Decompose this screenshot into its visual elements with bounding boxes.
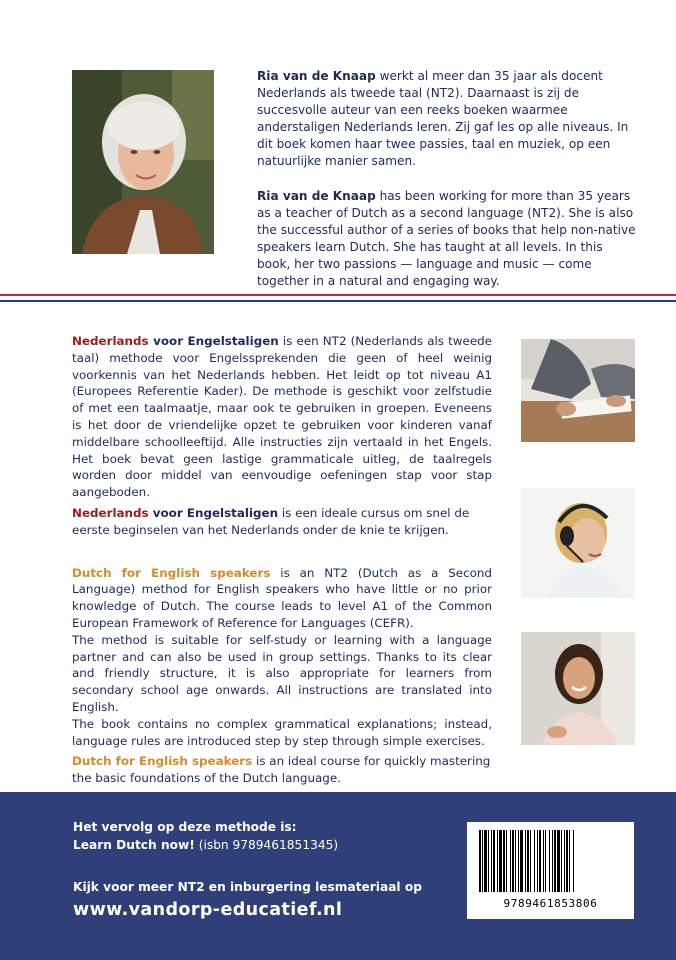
nl-title-word: Nederlands — [72, 334, 149, 348]
en-title: Dutch for English speakers — [72, 754, 253, 769]
nl-title-rest: voor Engelstaligen — [148, 334, 279, 348]
en-closing — [72, 753, 492, 787]
nl-intro — [72, 333, 492, 501]
en-intro-text: is an NT2 (Dutch as a Second Language) method for English speakers who have little or no prior knowledge of Dutch. The course leads to level A1 of the Common European Framework of Reference for Languages (CEFR). — [72, 565, 492, 630]
nl-title-rest: voor Engelstaligen — [148, 505, 279, 520]
sequel-isbn: (isbn 9789461851345) — [194, 838, 339, 852]
sequel-label: Het vervolg op deze methode is: — [73, 820, 297, 834]
photo-writing — [521, 339, 635, 442]
isbn-number: 9789461853806 — [503, 897, 598, 910]
description — [72, 333, 492, 791]
more-info-label: Kijk voor meer NT2 en inburgering lesmateriaal op — [73, 880, 422, 894]
bio-dutch-text: werkt al meer dan 35 jaar als docent Nederlands als tweede taal (NT2). Daarnaast is zij de succesvolle auteur van een reeks boeken waarmee anderstaligen Nederlands leren. Zij gaf les op alle niveaus. In dit boek komen haar twee passies, taal en muziek, op een natuurlijke manier samen. — [257, 69, 629, 169]
isbn-barcode — [467, 822, 634, 919]
photo-headphones — [521, 488, 635, 598]
sequel-title: Learn Dutch now! — [73, 838, 195, 852]
en-grammar: The book contains no complex grammatical explanations; instead, language rules are introduced step by step through simple exercises. — [72, 716, 492, 748]
nl-intro-text: is een NT2 (Nederlands als tweede taal) methode voor Engelssprekenden die geen of heel weinig voorkennis van het Nederlands hebben. Het leidt op tot niveau A1 (Europees Referentie Kader). De methode is geschikt voor zelfstudie of met een taalmaatje, maar ook te gebruiken in groepen. Eveneens is het door de vriendelijke opzet te gebruiken voor kinderen vanaf middelbare schoolleeftijd. Alle instructies zijn vertaald in het Engels. Het boek bevat geen lastige grammaticale uitleg, de taalregels worden door middel van eenvoudige oefeningen stap voor stap aangeboden. — [72, 334, 492, 500]
sequel-info — [73, 838, 338, 852]
bio-dutch — [257, 68, 637, 171]
nl-title-word: Nederlands — [72, 505, 149, 520]
barcode-bars — [477, 830, 624, 896]
en-title: Dutch for English speakers — [72, 565, 271, 580]
en-closing-text: is an ideal course for quickly mastering the basic foundations of the Dutch language. — [72, 754, 491, 786]
bio-english — [257, 188, 637, 291]
en-intro — [72, 565, 492, 632]
website-link[interactable]: www.vandorp-educatief.nl — [73, 900, 343, 920]
author-name: Ria van de Knaap — [257, 69, 376, 83]
nl-closing-text: is een ideale cursus om snel de eerste beginselen van het Nederlands onder de knie te krijgen. — [72, 505, 470, 537]
nl-closing — [72, 505, 492, 539]
flag-divider — [0, 294, 676, 306]
author-bio — [257, 68, 637, 307]
author-photo — [72, 70, 214, 254]
photo-smiling-woman — [521, 632, 635, 745]
bio-english-text: has been working for more than 35 years as a teacher of Dutch as a second language (NT2). She is also the successful author of a series of books that help non-native speakers learn Dutch. She has taught at all levels. In this book, her two passions — language and music — come together in a natural and engaging way. — [257, 188, 636, 289]
en-method: The method is suitable for self-study or learning with a language partner and can also be used in group settings. Thanks to its clear and friendly structure, it is also appropriate for learners from secondary school age onwards. All instructions are translated into English. — [72, 632, 492, 714]
author-name: Ria van de Knaap — [257, 188, 376, 203]
